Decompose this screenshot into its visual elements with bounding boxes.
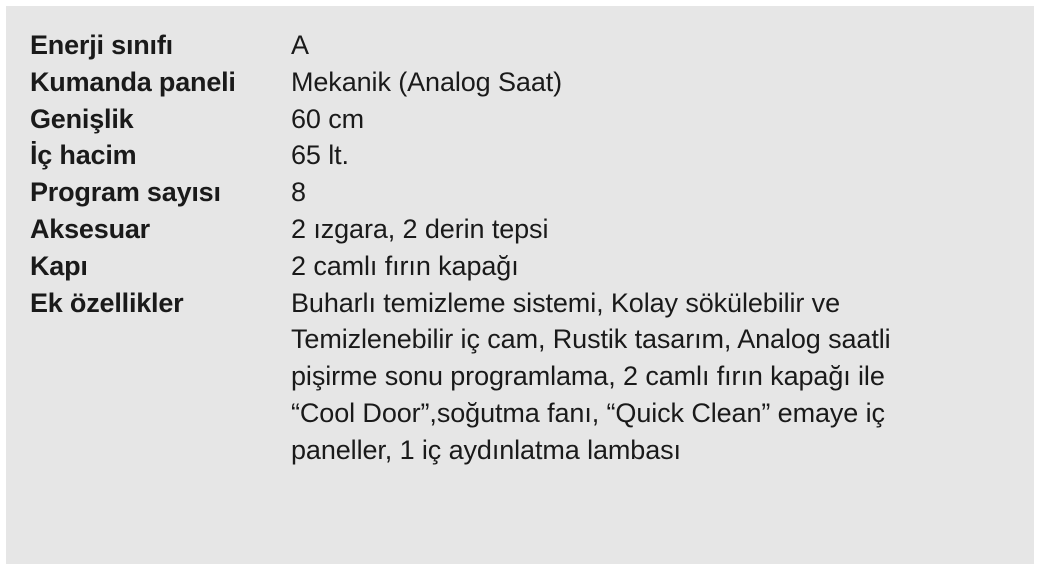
spec-table (30, 27, 1030, 469)
spec-value-line: Temizlenebilir iç cam, Rustik tasarım, Analog saatli (291, 324, 891, 355)
spec-panel (6, 6, 1034, 564)
spec-row-accessories (30, 211, 1030, 248)
spec-row-extra-features (30, 285, 1030, 469)
spec-label: Ek özellikler (30, 287, 184, 318)
spec-value: 60 cm (291, 103, 365, 134)
spec-value: A (291, 30, 309, 60)
spec-value: 2 camlı fırın kapağı (291, 250, 519, 281)
spec-row-control-panel (30, 64, 1030, 101)
spec-value: 2 ızgara, 2 derin tepsi (291, 213, 549, 244)
spec-value-line: “Cool Door”,soğutma fanı, “Quick Clean” emaye iç (291, 397, 885, 428)
spec-label: Program sayısı (30, 177, 221, 208)
spec-value: 8 (291, 177, 306, 208)
spec-label: Aksesuar (30, 213, 150, 244)
spec-value-multiline (291, 285, 1030, 469)
spec-value: 65 lt. (291, 140, 349, 171)
spec-value-line: pişirme sonu programlama, 2 camlı fırın kapağı ile (291, 361, 885, 392)
spec-row-energy-class (30, 27, 1030, 64)
spec-label: İç hacim (30, 140, 137, 171)
spec-value: Mekanik (Analog Saat) (291, 66, 563, 97)
spec-value-line: paneller, 1 iç aydınlatma lambası (291, 434, 681, 465)
spec-row-inner-volume (30, 137, 1030, 174)
spec-label: Genişlik (30, 103, 134, 134)
spec-row-door (30, 248, 1030, 285)
spec-row-program-count (30, 174, 1030, 211)
spec-label: Kapı (30, 250, 88, 281)
spec-label: Kumanda paneli (30, 66, 236, 97)
spec-row-width (30, 101, 1030, 138)
spec-label: Enerji sınıfı (30, 30, 173, 60)
spec-value-line: Buharlı temizleme sistemi, Kolay sökülebilir ve (291, 287, 840, 318)
